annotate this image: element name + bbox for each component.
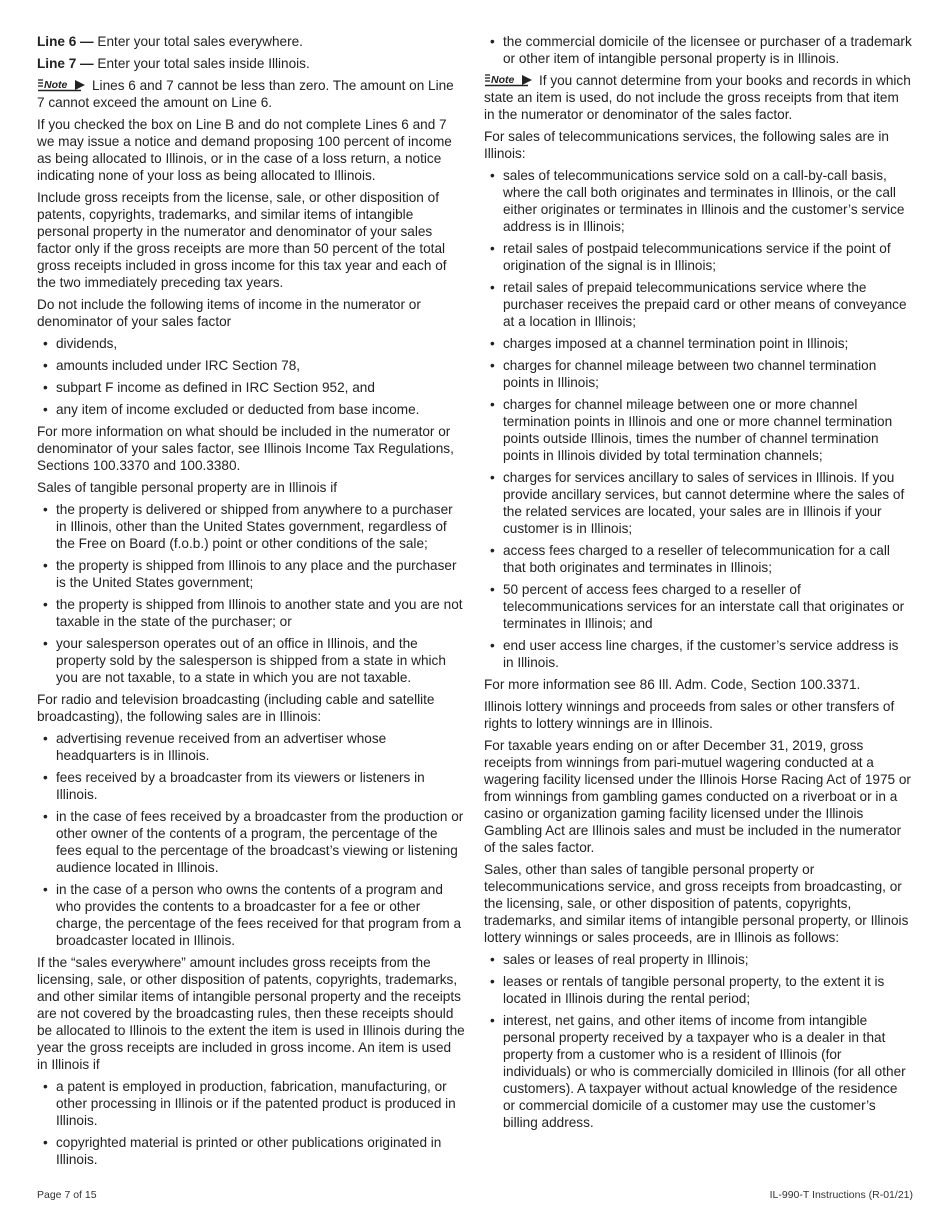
item-used-list (37, 1078, 465, 1168)
right-column (484, 33, 912, 1136)
page-number: Page 7 of 15 (37, 1189, 97, 1201)
list-item: • interest, net gains, and other items of income from intangible personal property received by a taxpayer who is a dealer in that property from a customer who is a resident of Illinois (for individuals) or who is commercially domiciled in Illinois (for all other customers). A taxpayer without actual knowledge of the residence or commercial domicile of a customer may use the customer’s billing address. (484, 1012, 912, 1131)
line7-text: Enter your total sales inside Illinois. (93, 56, 310, 71)
note-icon-label: Note (44, 79, 68, 91)
broadcasting-list (37, 730, 465, 949)
list-item: • dividends, (37, 335, 465, 352)
other-sales-list (484, 951, 912, 1131)
list-item: • any item of income excluded or deducted from base income. (37, 401, 465, 418)
note1-text: Lines 6 and 7 cannot be less than zero. The amount on Line 7 cannot exceed the amount on Line 6. (37, 78, 454, 110)
line6-paragraph (37, 33, 465, 50)
list-item: • charges imposed at a channel termination point in Illinois; (484, 335, 912, 352)
list-item: • access fees charged to a reseller of telecommunication for a call that both originates and terminates in Illinois; (484, 542, 912, 576)
note2-text: If you cannot determine from your books and records in which state an item is used, do not include the gross receipts from that item in the numerator or denominator of the sales factor. (484, 73, 911, 122)
list-item: • in the case of a person who owns the contents of a program and who provides the contents to a broadcaster for a fee or other charge, the percentage of the fees received for that program from a broadcaster located in Illinois. (37, 881, 465, 949)
excluded-items-intro: Do not include the following items of income in the numerator or denominator of your sales factor (37, 297, 421, 329)
line7-paragraph (37, 55, 465, 72)
list-item: • copyrighted material is printed or other publications originated in Illinois. (37, 1134, 465, 1168)
list-item: • leases or rentals of tangible personal property, to the extent it is located in Illinois during the rental period; (484, 973, 912, 1007)
telecom-list (484, 167, 912, 671)
box-b-paragraph: If you checked the box on Line B and do not complete Lines 6 and 7 we may issue a notice and demand proposing 100 percent of income as being allocated to Illinois, or in the case of a loss return, a notice indicating none of your loss as being allocated to Illinois. (37, 117, 452, 183)
list-item: • fees received by a broadcaster from its viewers or listeners in Illinois. (37, 769, 465, 803)
list-item: • advertising revenue received from an advertiser whose headquarters is in Illinois. (37, 730, 465, 764)
list-item: • sales of telecommunications service sold on a call-by-call basis, where the call both originates and terminates in Illinois, or the call either originates or terminates in Illinois and the customer’s service address is in Illinois; (484, 167, 912, 235)
line6-label: Line 6 — (37, 34, 94, 49)
tangible-property-list (37, 501, 465, 686)
list-item: • retail sales of postpaid telecommunications service if the point of origination of the signal is in Illinois; (484, 240, 912, 274)
line6-text: Enter your total sales everywhere. (93, 34, 303, 49)
list-item: • amounts included under IRC Section 78, (37, 357, 465, 374)
list-item: • end user access line charges, if the customer’s service address is in Illinois. (484, 637, 912, 671)
other-sales-intro: Sales, other than sales of tangible personal property or telecommunications service, and gross receipts from broadcasting, or the licensing, sale, or other disposition of patents, copyrights, trademarks, and similar items of intangible personal property, or Illinois lottery winnings or sales proceeds, are in Illinois as follows: (484, 862, 909, 945)
note-icon (484, 73, 536, 87)
list-item: • the property is shipped from Illinois to another state and you are not taxable in the state of the purchaser; or (37, 596, 465, 630)
more-info-paragraph: For more information on what should be included in the numerator or denominator of your sales factor, see Illinois Income Tax Regulations, Sections 100.3370 and 100.3380. (37, 424, 454, 473)
list-item: • charges for channel mileage between two channel termination points in Illinois; (484, 357, 912, 391)
excluded-items-list (37, 335, 465, 418)
telecom-more-info: For more information see 86 Ill. Adm. Code, Section 100.3371. (484, 677, 861, 692)
note-icon-label: Note (491, 74, 515, 86)
tangible-property-intro: Sales of tangible personal property are in Illinois if (37, 480, 337, 495)
list-item: • the commercial domicile of the licensee or purchaser of a trademark or other item of intangible personal property is in Illinois. (484, 33, 912, 67)
list-item: • your salesperson operates out of an office in Illinois, and the property sold by the salesperson is shipped from a state in which you are not taxable, to a state in which you are not taxable. (37, 635, 465, 686)
gross-receipts-paragraph: Include gross receipts from the license, sale, or other disposition of patents, copyrights, trademarks, and similar items of intangible personal property in the numerator and denominator of your sales factor only if the gross receipts are more than 50 percent of the total gross receipts included in gross income for this tax year and each of the two immediately preceding tax years. (37, 190, 447, 290)
list-item: • subpart F income as defined in IRC Section 952, and (37, 379, 465, 396)
broadcasting-intro: For radio and television broadcasting (including cable and satellite broadcasting), the following sales are in Illinois: (37, 692, 435, 724)
list-item: • a patent is employed in production, fabrication, manufacturing, or other processing in Illinois or if the patented product is produced in Illinois. (37, 1078, 465, 1129)
list-item: • in the case of fees received by a broadcaster from the production or other owner of the contents of a program, the percentage of the fees equal to the percentage of the broadcast’s viewing or listening audience located in Illinois. (37, 808, 465, 876)
left-column (37, 33, 465, 1173)
list-item: • the property is shipped from Illinois to any place and the purchaser is the United States government; (37, 557, 465, 591)
form-identifier: IL-990-T Instructions (R-01/21) (769, 1189, 913, 1201)
list-item: • charges for services ancillary to sales of services in Illinois. If you provide ancillary services, but cannot determine where the sales of the related services are located, your sales are in Illinois if your customer is in Illinois; (484, 469, 912, 537)
list-item: • charges for channel mileage between one or more channel termination points in Illinois and one or more channel termination points outside Illinois, times the number of channel termination points in Illinois divided by total termination channels; (484, 396, 912, 464)
note-paragraph-1 (37, 77, 465, 111)
list-item: • sales or leases of real property in Illinois; (484, 951, 912, 968)
note-paragraph-2 (484, 72, 912, 123)
list-item: • the property is delivered or shipped from anywhere to a purchaser in Illinois, other than the United States government, regardless of the Free on Board (f.o.b.) point or other conditions of the sale; (37, 501, 465, 552)
note-icon (37, 78, 89, 92)
lottery-paragraph: Illinois lottery winnings and proceeds from sales or other transfers of rights to lottery winnings are in Illinois. (484, 699, 895, 731)
item-used-list-continued (484, 33, 912, 67)
wagering-paragraph: For taxable years ending on or after December 31, 2019, gross receipts from winnings from pari-mutuel wagering conducted at a wagering facility licensed under the Illinois Horse Racing Act of 1975 or from winnings from gambling games conducted on a riverboat or in a casino or organization gaming facility licensed under the Illinois Gambling Act are Illinois sales and must be included in the numerator of the sales factor. (484, 738, 911, 855)
line7-label: Line 7 — (37, 56, 94, 71)
list-item: • retail sales of prepaid telecommunications service where the purchaser receives the prepaid card or other means of conveyance at a location in Illinois; (484, 279, 912, 330)
list-item: • 50 percent of access fees charged to a reseller of telecommunications services for an interstate call that originates or terminates in Illinois; and (484, 581, 912, 632)
telecom-intro: For sales of telecommunications services, the following sales are in Illinois: (484, 129, 889, 161)
sales-everywhere-paragraph: If the “sales everywhere” amount includes gross receipts from the licensing, sale, or other disposition of patents, copyrights, trademarks, and other similar items of intangible personal property and the receipts are not covered by the broadcasting rules, then these receipts should be allocated to Illinois to the extent the item is used in Illinois during the year the gross receipts are included in gross income. An item is used in Illinois if (37, 955, 465, 1072)
